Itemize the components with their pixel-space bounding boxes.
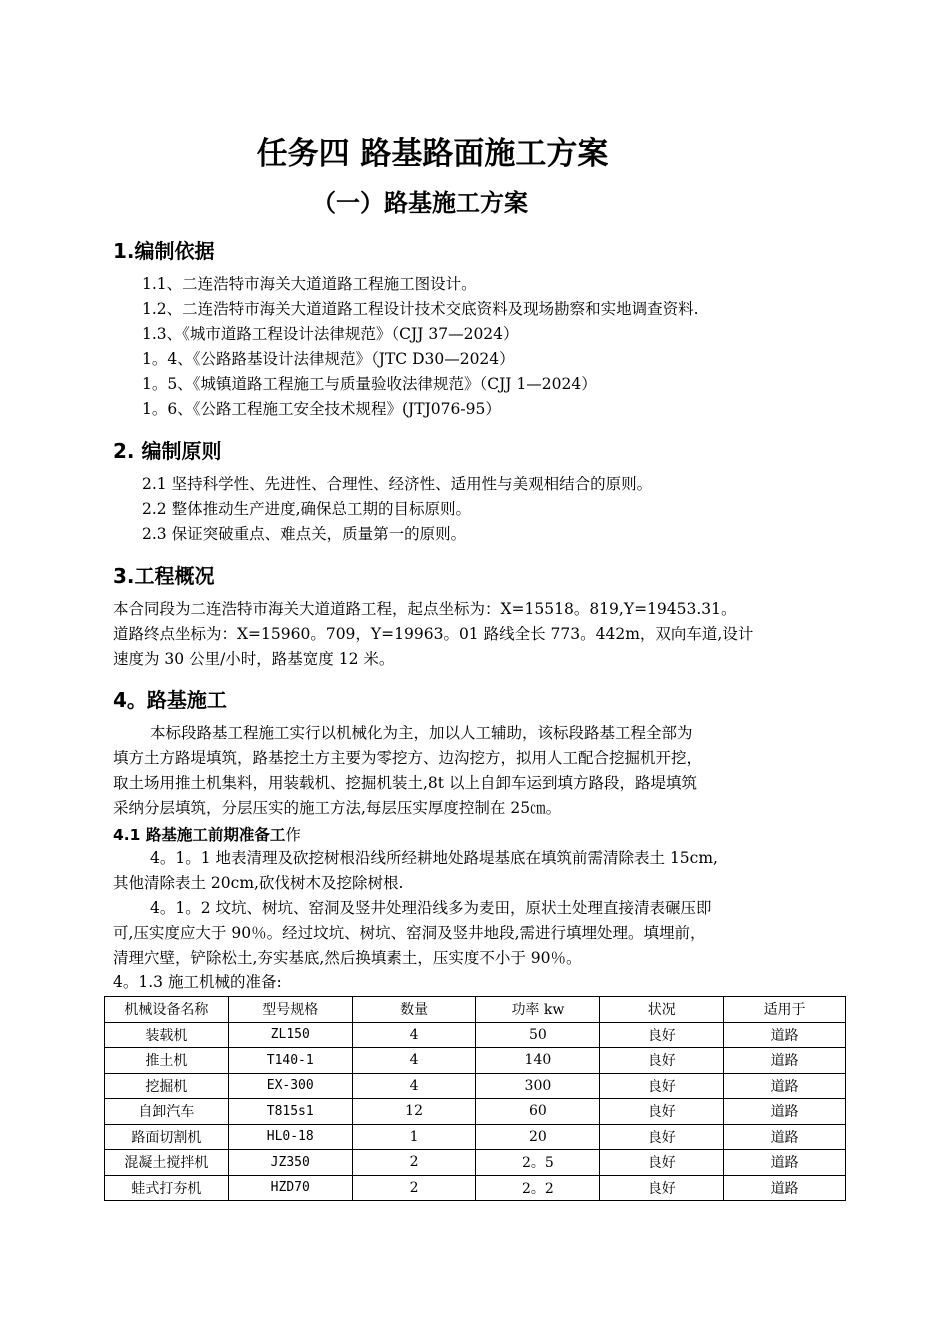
table-cell: 4	[352, 1022, 476, 1048]
table-cell: 20	[476, 1124, 600, 1150]
principle-item: 2.3 保证突破重点、难点关，质量第一的原则。	[142, 525, 467, 543]
preparation-item-2-line: 4。1。2 坟坑、树坑、窑洞及竖井处理沿线多为麦田，原状土处理直接清表碾压即	[150, 899, 712, 917]
basis-item: 1。6、《公路工程施工安全技术规程》(JTJ076-95）	[142, 400, 501, 418]
table-cell: HZD70	[228, 1175, 352, 1201]
table-cell: T815s1	[228, 1099, 352, 1125]
table-header-row	[105, 997, 846, 1023]
table-cell: 道路	[724, 1124, 846, 1150]
section-heading-basis: 1.编制依据	[113, 239, 215, 263]
table-cell: 4	[352, 1073, 476, 1099]
basis-item: 1.1、二连浩特市海关大道道路工程施工图设计。	[142, 275, 477, 293]
preparation-item-2-line: 清理穴壁，铲除松土,夯实基底,然后换填素土，压实度不小于 90％。	[113, 949, 582, 967]
subsection-heading-tail: 作	[285, 826, 301, 844]
table-cell: EX-300	[228, 1073, 352, 1099]
table-cell: 路面切割机	[105, 1124, 229, 1150]
table-cell: 混凝土搅拌机	[105, 1150, 229, 1176]
table-cell: 2	[352, 1175, 476, 1201]
principle-item: 2.2 整体推动生产进度,确保总工期的目标原则。	[142, 500, 472, 518]
table-row	[105, 1175, 846, 1201]
table-cell: 道路	[724, 1073, 846, 1099]
basis-item: 1。4、《公路路基设计法律规范》（JTC D30—2024）	[142, 350, 515, 368]
subgrade-line: 取土场用推土机集料，用装载机、挖掘机装土,8t 以上自卸车运到填方路段，路堤填筑	[113, 774, 697, 792]
table-cell: 良好	[600, 1150, 724, 1176]
table-cell: 道路	[724, 1048, 846, 1074]
section-heading-subgrade: 4。路基施工	[113, 688, 227, 712]
table-cell: 装载机	[105, 1022, 229, 1048]
table-cell: 挖掘机	[105, 1073, 229, 1099]
subsection-heading-preparation	[113, 823, 301, 845]
section-heading-overview: 3.工程概况	[113, 564, 215, 588]
table-cell: 4	[352, 1048, 476, 1074]
table-cell: 12	[352, 1099, 476, 1125]
basis-item: 1.2、二连浩特市海关大道道路工程设计技术交底资料及现场勘察和实地调查资料.	[142, 300, 699, 318]
table-cell: T140-1	[228, 1048, 352, 1074]
table-cell: 60	[476, 1099, 600, 1125]
table-cell: 道路	[724, 1150, 846, 1176]
basis-item: 1。5、《城镇道路工程施工与质量验收法律规范》（CJJ 1—2024）	[142, 375, 597, 393]
table-cell: 良好	[600, 1124, 724, 1150]
table-row	[105, 1048, 846, 1074]
subgrade-line: 填方土方路堤填筑，路基挖土方主要为零挖方、边沟挖方，拟用人工配合挖掘机开挖，	[113, 749, 703, 767]
section-heading-principles: 2. 编制原则	[113, 439, 222, 463]
table-row	[105, 1124, 846, 1150]
table-row	[105, 1099, 846, 1125]
preparation-item-1-line: 其他清除表土 20cm,砍伐树木及挖除树根.	[113, 874, 404, 892]
table-cell: 2。2	[476, 1175, 600, 1201]
table-cell: 良好	[600, 1175, 724, 1201]
table-cell: 良好	[600, 1099, 724, 1125]
page-title: 任务四 路基路面施工方案	[256, 136, 609, 172]
table-row	[105, 1150, 846, 1176]
table-cell: 50	[476, 1022, 600, 1048]
table-cell: 140	[476, 1048, 600, 1074]
table-cell: 良好	[600, 1048, 724, 1074]
table-cell: ZL150	[228, 1022, 352, 1048]
preparation-item-1-line: 4。1。1 地表清理及砍挖树根沿线所经耕地处路堤基底在填筑前需清除表土 15cm,	[150, 849, 718, 867]
subgrade-line: 本标段路基工程施工实行以机械化为主，加以人工辅助，该标段路基工程全部为	[150, 724, 693, 742]
table-row	[105, 1073, 846, 1099]
column-header: 适用于	[724, 997, 846, 1023]
table-cell: 300	[476, 1073, 600, 1099]
overview-line: 速度为 30 公里/小时，路基宽度 12 米。	[113, 650, 395, 668]
table-cell: JZ350	[228, 1150, 352, 1176]
table-caption: 4。1.3 施工机械的准备:	[113, 973, 282, 991]
table-cell: 2	[352, 1150, 476, 1176]
preparation-item-2-line: 可,压实度应大于 90％。经过坟坑、树坑、窑洞及竖井地段,需进行填埋处理。填埋前，	[113, 924, 706, 942]
overview-line: 本合同段为二连浩特市海关大道道路工程，起点坐标为：X=15518。819,Y=19453.31。	[113, 600, 737, 618]
column-header: 型号规格	[228, 997, 352, 1023]
machinery-table	[104, 996, 846, 1201]
overview-line: 道路终点坐标为：X=15960。709，Y=19963。01 路线全长 773。442m，双向车道,设计	[113, 625, 754, 643]
column-header: 功率 kw	[476, 997, 600, 1023]
subgrade-line: 采纳分层填筑，分层压实的施工方法,每层压实厚度控制在 25㎝。	[113, 799, 562, 817]
table-cell: 1	[352, 1124, 476, 1150]
table-cell: 良好	[600, 1073, 724, 1099]
column-header: 机械设备名称	[105, 997, 229, 1023]
table-cell: 道路	[724, 1022, 846, 1048]
table-cell: 道路	[724, 1099, 846, 1125]
subsection-heading-bold: 4.1 路基施工前期准备工	[113, 826, 286, 844]
column-header: 数量	[352, 997, 476, 1023]
principle-item: 2.1 坚持科学性、先进性、合理性、经济性、适用性与美观相结合的原则。	[142, 475, 653, 493]
table-row	[105, 1022, 846, 1048]
table-cell: 2。5	[476, 1150, 600, 1176]
table-cell: 良好	[600, 1022, 724, 1048]
table-cell: 推土机	[105, 1048, 229, 1074]
table-cell: 道路	[724, 1175, 846, 1201]
page-subtitle: （一）路基施工方案	[312, 189, 528, 217]
basis-item: 1.3、《城市道路工程设计法律规范》（CJJ 37—2024）	[142, 325, 519, 343]
column-header: 状况	[600, 997, 724, 1023]
table-cell: HL0-18	[228, 1124, 352, 1150]
table-cell: 蛙式打夯机	[105, 1175, 229, 1201]
table-cell: 自卸汽车	[105, 1099, 229, 1125]
